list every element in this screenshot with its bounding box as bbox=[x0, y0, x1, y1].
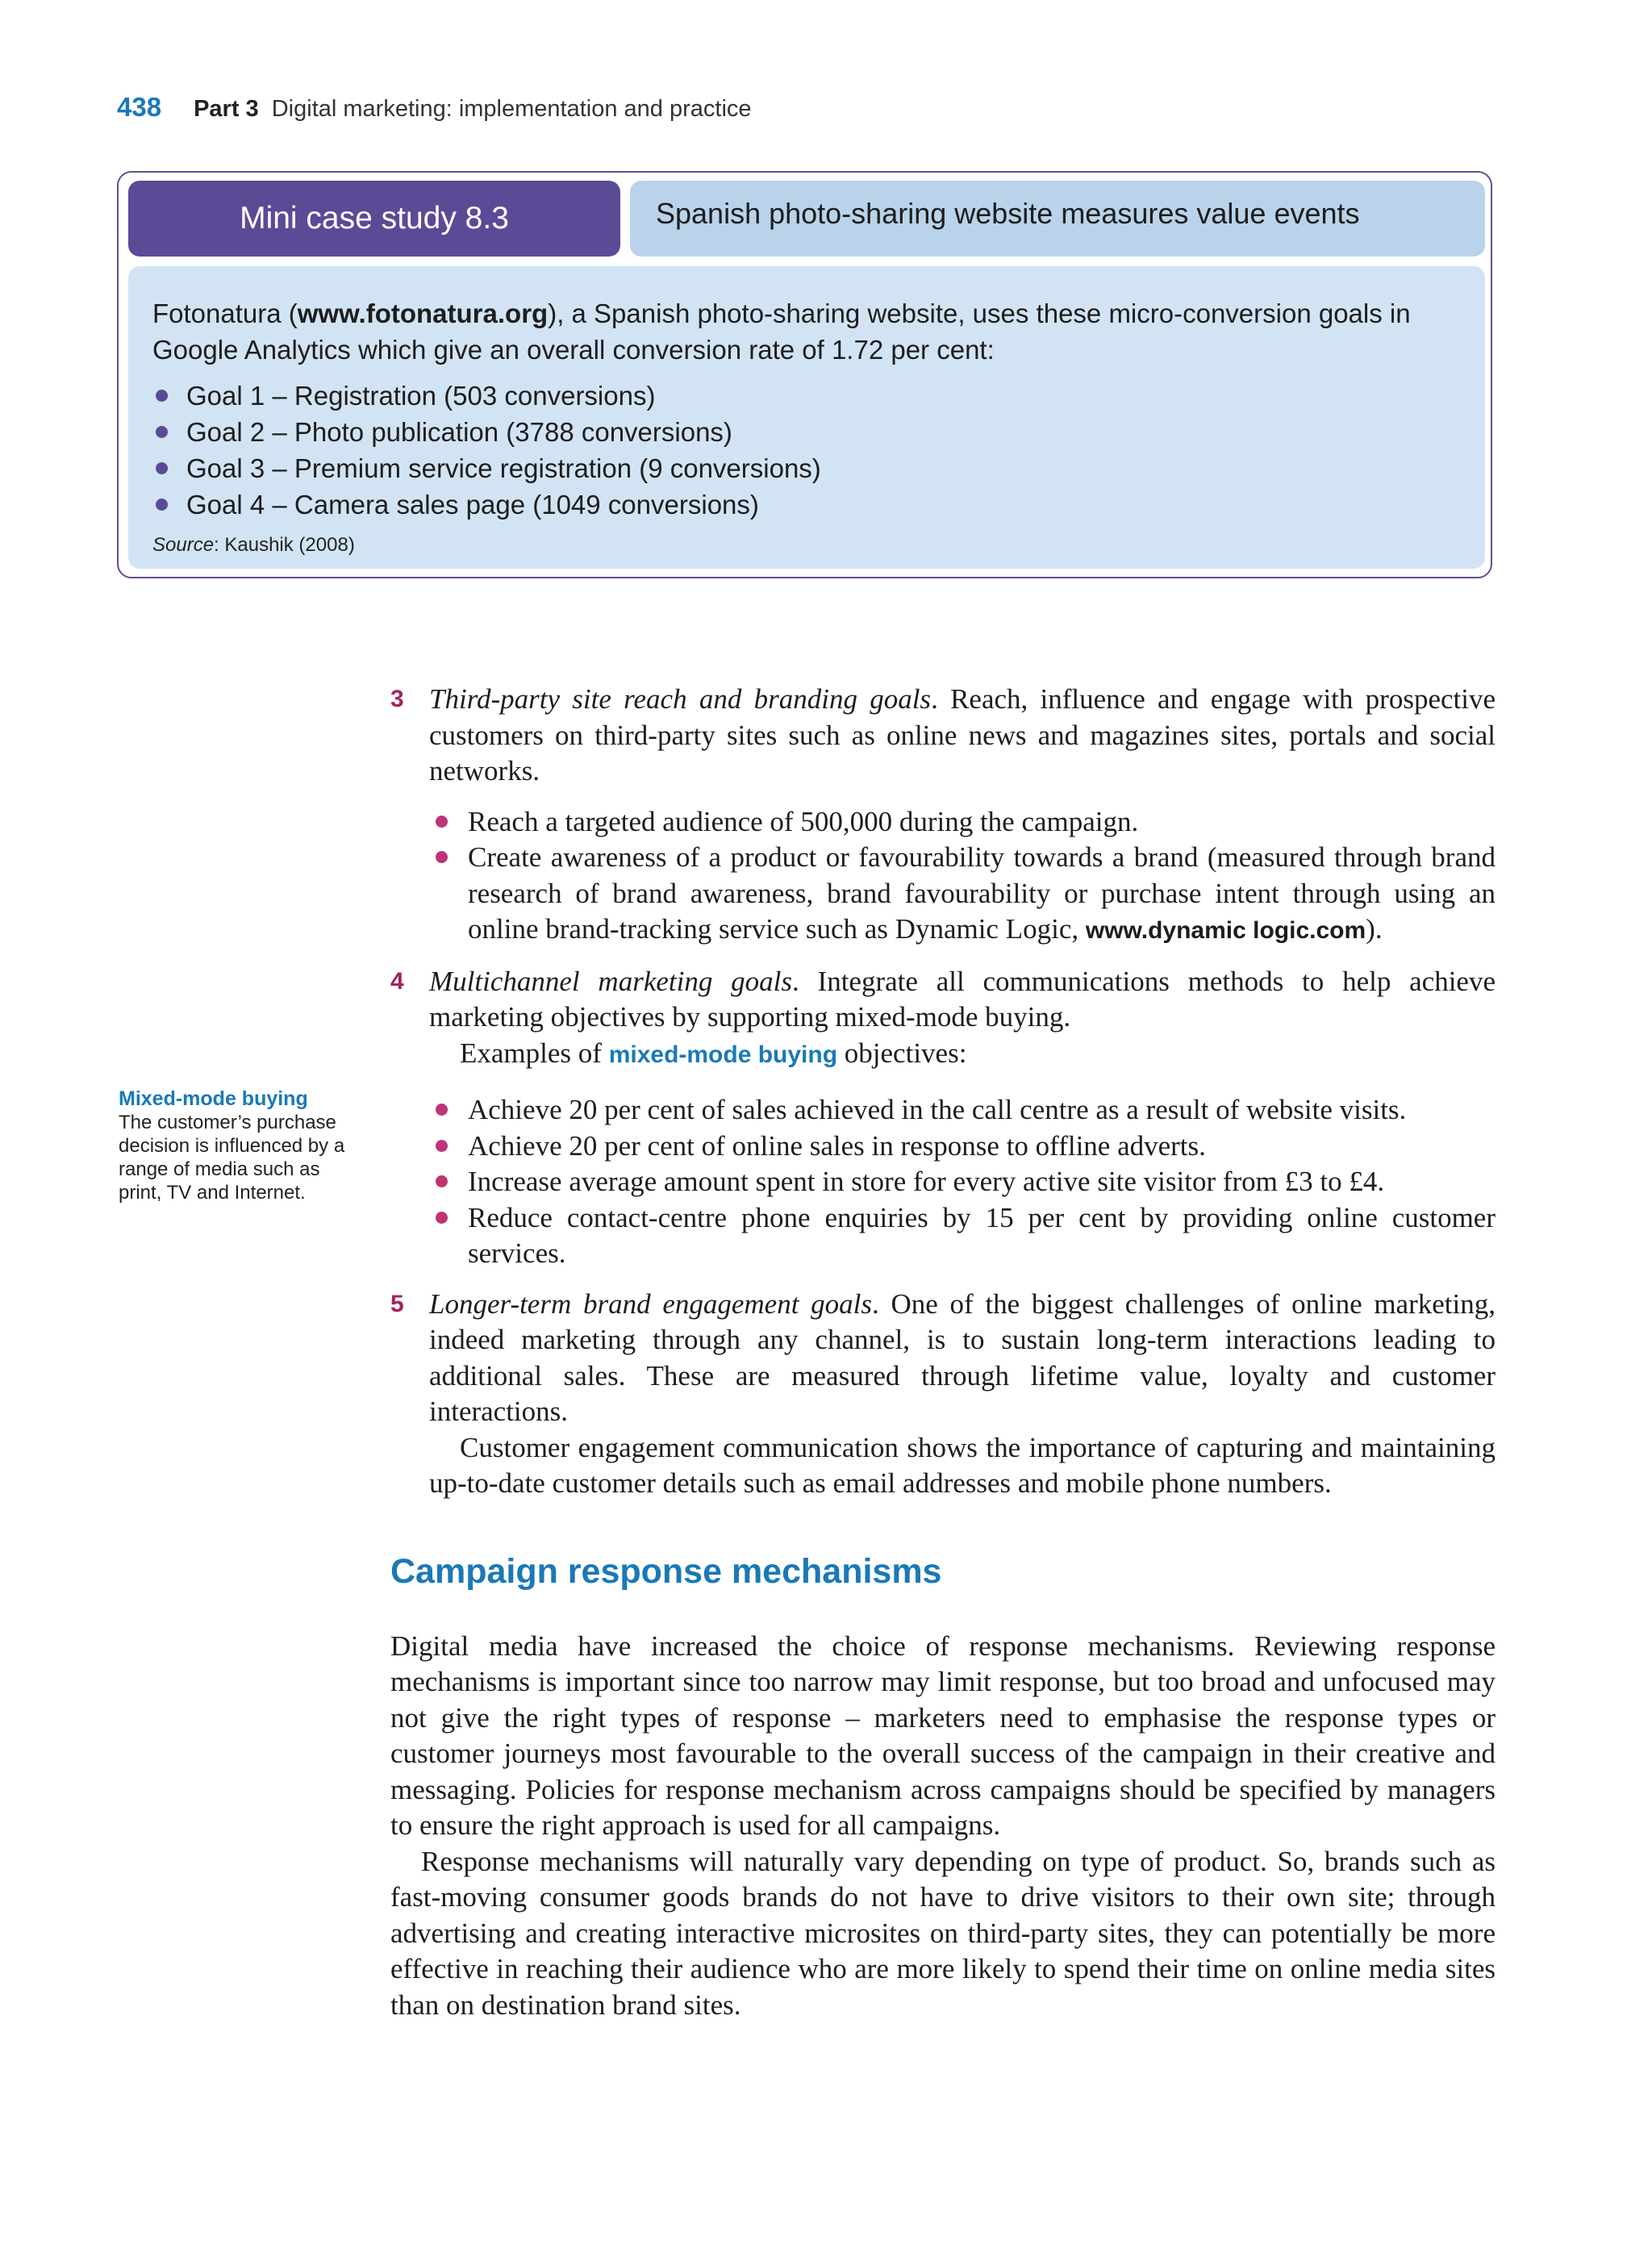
item-title: Third-party site reach and branding goals bbox=[429, 683, 932, 715]
section-paragraph-1: Digital media have increased the choice of response mechanisms. Reviewing response mechanisms is important since too narrow may limit response, but too broad and unfocused may not give the right types of response – marketers need to emphasise the response types or customer journeys most favourable to the overall success of the campaign in their creative and messaging. Policies for response mechanism across campaigns should be specified by managers to ensure the right approach is used for all campaigns. bbox=[390, 1630, 1496, 1841]
list-item bbox=[152, 378, 1461, 414]
item-title: Longer-term brand engagement goals bbox=[429, 1287, 873, 1320]
item-number: 4 bbox=[390, 967, 404, 995]
source-label: Source bbox=[152, 534, 215, 556]
fotonatura-url: www.fotonatura.org bbox=[297, 298, 549, 328]
case-study-title: Spanish photo-sharing website measures value events bbox=[630, 181, 1485, 257]
bullet-text: Create awareness of a product or favourability towards a brand (measured through brand research of brand awareness, brand favourability or purchase intent through using an online brand-tracking service such as Dynamic Logic, bbox=[468, 841, 1496, 945]
examples-prefix: Examples of bbox=[460, 1037, 609, 1069]
list-item bbox=[429, 840, 1496, 949]
case-study-body bbox=[128, 266, 1485, 569]
bullet-text: Achieve 20 per cent of sales achieved in the call centre as a result of website visits. bbox=[468, 1094, 1407, 1125]
numbered-item-3 bbox=[390, 682, 1496, 949]
item-number: 5 bbox=[390, 1290, 404, 1317]
bullet-icon bbox=[156, 462, 168, 474]
bullet-icon bbox=[156, 426, 168, 438]
running-header bbox=[117, 92, 752, 123]
list-item bbox=[429, 1129, 1496, 1165]
margin-glossary-note bbox=[119, 1087, 361, 1204]
page-number: 438 bbox=[117, 92, 162, 122]
bullet-text: Reach a targeted audience of 500,000 during the campaign. bbox=[468, 805, 1139, 837]
item-title: Multichannel marketing goals bbox=[429, 965, 792, 997]
item-text: . One of the biggest challenges of online marketing, indeed marketing through any channel, is to sustain long-term interactions leading to additional sales. These are measured through lifetime value, loyalty and customer interactions. bbox=[429, 1287, 1496, 1427]
list-item bbox=[152, 450, 1461, 486]
item-paragraph bbox=[429, 1287, 1496, 1430]
case-study-tab: Mini case study 8.3 bbox=[128, 181, 620, 257]
examples-suffix: objectives: bbox=[837, 1037, 967, 1069]
bullet-text: Reduce contact-centre phone enquiries by 15 per cent by providing online customer services. bbox=[468, 1201, 1496, 1269]
list-item bbox=[429, 1200, 1496, 1272]
goal-text: Goal 3 – Premium service registration (9 conversions) bbox=[186, 453, 821, 483]
bullet-list bbox=[429, 1092, 1496, 1272]
glossary-term: Mixed-mode buying bbox=[119, 1087, 308, 1110]
item-text: . Integrate all communications methods to help achieve marketing objectives by supporting mixed-mode buying. bbox=[429, 965, 1496, 1033]
list-item bbox=[152, 486, 1461, 523]
goal-list bbox=[152, 378, 1461, 523]
bullet-text: Achieve 20 per cent of online sales in response to offline adverts. bbox=[468, 1129, 1206, 1162]
bullet-icon bbox=[156, 390, 168, 402]
part-label: Part 3 bbox=[194, 96, 259, 122]
numbered-item-5 bbox=[390, 1287, 1496, 1502]
list-item bbox=[152, 414, 1461, 450]
goal-text: Goal 4 – Camera sales page (1049 conversions) bbox=[186, 490, 759, 520]
bullet-icon bbox=[436, 1212, 448, 1224]
list-item bbox=[429, 1164, 1496, 1200]
section-heading: Campaign response mechanisms bbox=[390, 1551, 942, 1591]
main-text-column bbox=[390, 682, 1496, 2023]
examples-line bbox=[429, 1036, 1496, 1074]
intro-suffix: ), a Spanish photo-sharing website, uses these micro-conversion goals in Google Analytics which give an overall conversion rate of 1.72 per cent: bbox=[152, 298, 1411, 365]
dynamic-logic-url: www.dynamic logic.com bbox=[1085, 917, 1366, 944]
bullet-text: Increase average amount spent in store for every active site visitor from £3 to £4. bbox=[468, 1166, 1385, 1197]
glossary-definition: The customer’s purchase decision is influenced by a range of media such as print, TV and Internet. bbox=[119, 1112, 345, 1204]
bullet-icon bbox=[436, 1175, 448, 1187]
list-item bbox=[429, 1092, 1496, 1129]
goal-text: Goal 2 – Photo publication (3788 conversions) bbox=[186, 417, 732, 447]
mixed-mode-buying-keyword: mixed-mode buying bbox=[608, 1041, 838, 1068]
mini-case-study-box bbox=[117, 171, 1492, 578]
goal-text: Goal 1 – Registration (503 conversions) bbox=[186, 381, 656, 411]
item-number: 3 bbox=[390, 686, 404, 712]
numbered-item-4 bbox=[390, 964, 1496, 1272]
bullet-icon bbox=[156, 499, 168, 511]
item-paragraph bbox=[429, 964, 1496, 1036]
item-paragraph bbox=[429, 682, 1496, 790]
intro-prefix: Fotonatura ( bbox=[152, 298, 298, 328]
bullet-icon bbox=[436, 1104, 448, 1116]
bullet-icon bbox=[436, 1140, 448, 1152]
source-text: : Kaushik (2008) bbox=[214, 534, 355, 556]
item-text: . Reach, influence and engage with prospective customers on third-party sites such as online news and magazines sites, portals and social networks. bbox=[429, 683, 1496, 787]
bullet-icon bbox=[436, 816, 448, 828]
bullet-text-end: ). bbox=[1366, 913, 1383, 945]
list-item bbox=[429, 804, 1496, 841]
section-paragraph-2: Response mechanisms will naturally vary depending on type of product. So, brands such as fast-moving consumer goods brands do not have to drive visitors to their own site; through advertising and creating interactive microsites on third-party sites, they can potentially be more effective in reaching their audience who are more likely to spend their time on online media sites than on destination brand sites. bbox=[390, 1845, 1496, 2021]
case-study-source bbox=[152, 534, 1461, 557]
case-study-intro bbox=[152, 295, 1461, 368]
part-title: Digital marketing: implementation and practice bbox=[271, 96, 752, 122]
item-followup: Customer engagement communication shows the importance of capturing and maintaining up-to-date customer details such as email addresses and mobile phone numbers. bbox=[429, 1431, 1496, 1499]
bullet-icon bbox=[436, 851, 448, 863]
bullet-list bbox=[429, 804, 1496, 949]
